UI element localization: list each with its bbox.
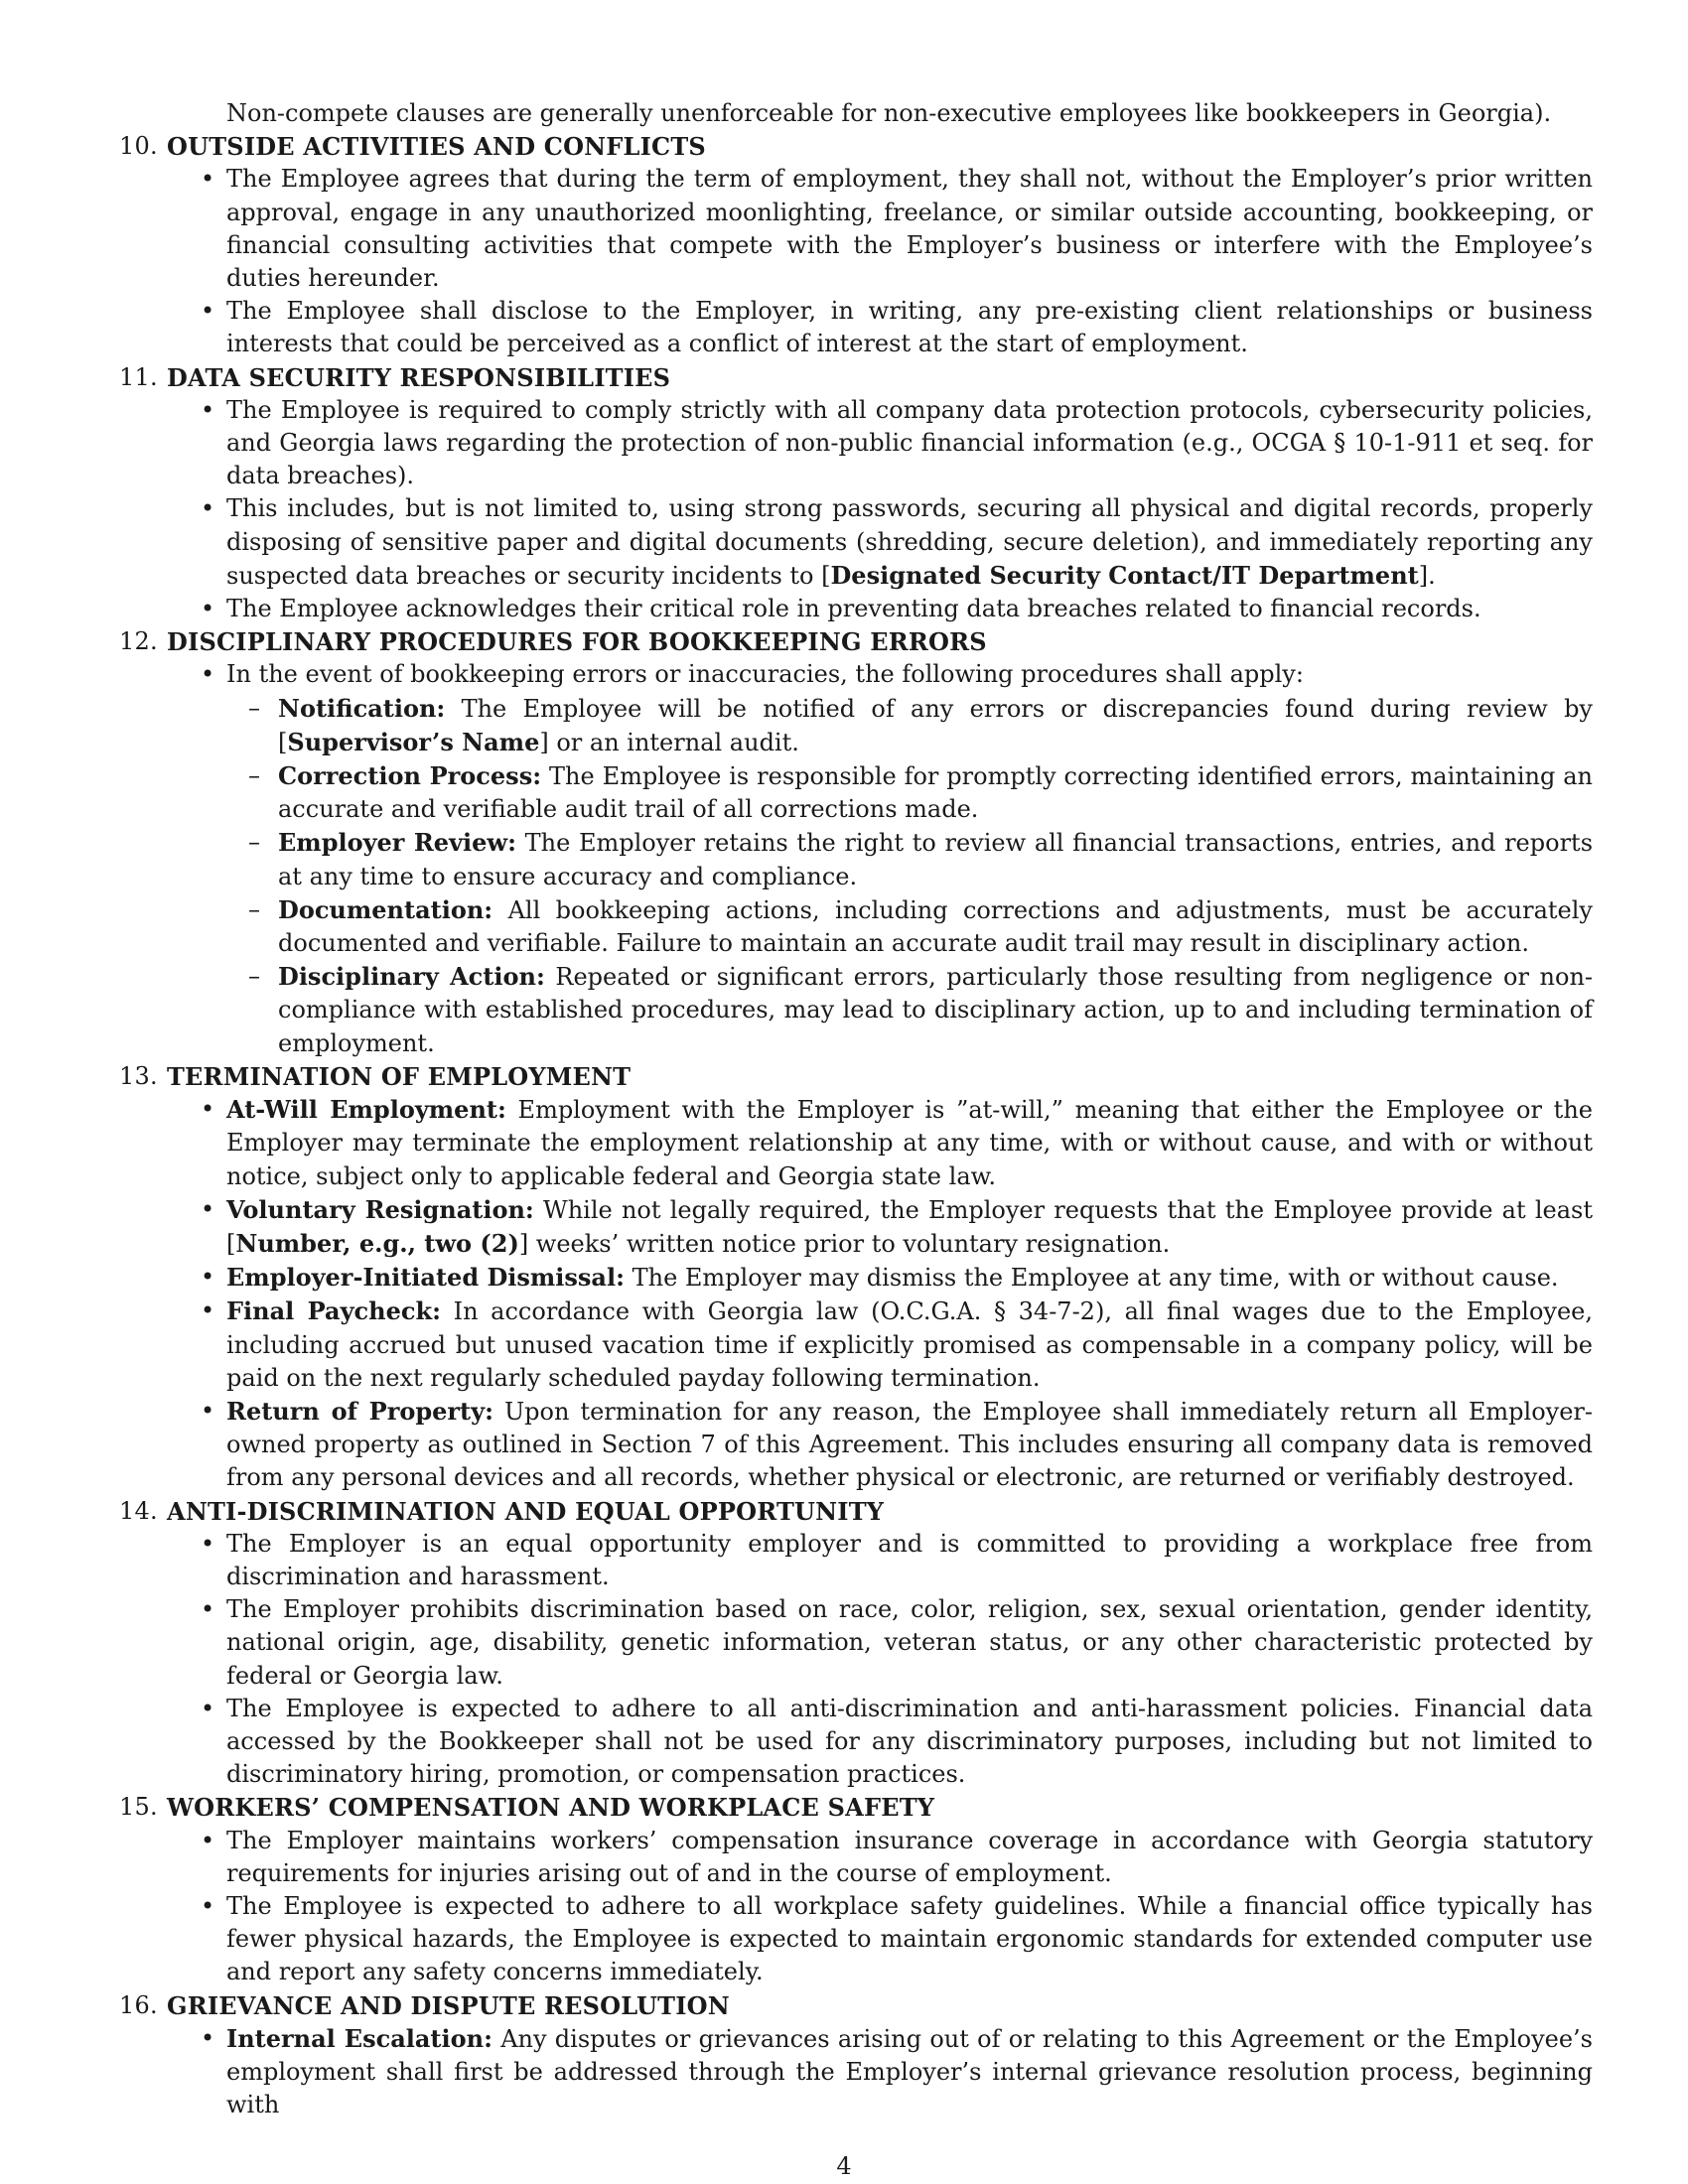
- list-item: • The Employer prohibits discrimination based on race, color, religion, sex, sexual orientation, gender identity, national origin, age, disability, genetic information, veteran status, or any other characteristic protected by federal or Georgia law.: [226, 1593, 1593, 1693]
- page-number: 4: [836, 2152, 852, 2180]
- section-15: [119, 1791, 1593, 1988]
- item-label: Employer Review:: [278, 828, 516, 858]
- list-item: • The Employee is expected to adhere to all workplace safety guidelines. While a financial office typically has fewer physical hazards, the Employee is expected to maintain ergonomic standards for extended computer use and report any safety concerns immediately.: [226, 1890, 1593, 1989]
- section-title: GRIEVANCE AND DISPUTE RESOLUTION: [167, 1990, 730, 2020]
- list-item: • In the event of bookkeeping errors or inaccuracies, the following procedures shall apply: – Notification: The Employee will be notified of any errors or discrepancies found during review by [Supervisor’s Name] or an internal audit. – Correction Process: The Employee is responsible for promptly correcting identified errors, maintaining an accurate and verifiable audit trail of all corrections made. – Employer Review: The Employer retains the right to review all financial transactions, entries, and reports at any time to ensure accuracy and compliance. – Documentation: All bookkeeping actions, including corrections and adjustments, must be accurately documented and verifiable. Failure to maintain an accurate audit trail may result in disciplinary action. – Disciplinary Action: Repeated or significant errors, particularly those resulting from negligence or non-compliance with established procedures, may lead to disciplinary action, up to and including termination of employment.: [226, 658, 1593, 1059]
- section-10: [119, 130, 1593, 360]
- item-label: Final Paycheck:: [226, 1297, 441, 1326]
- sub-list-item: – Employer Review: The Employer retains the right to review all financial transactions, entries, and reports at any time to ensure accuracy and compliance.: [278, 826, 1593, 892]
- list-item: • The Employer maintains workers’ compensation insurance coverage in accordance with Georgia statutory requirements for injuries arising out of and in the course of employment.: [226, 1825, 1593, 1890]
- list-item: • Final Paycheck: In accordance with Georgia law (O.C.G.A. § 34-7-2), all final wages due to the Employee, including accrued but unused vacation time if explicitly promised as compensable in a company policy, will be paid on the next regularly scheduled payday following termination.: [226, 1295, 1593, 1395]
- section-14: [119, 1495, 1593, 1792]
- list-item: • The Employee shall disclose to the Employer, in writing, any pre-existing client relationships or business interests that could be perceived as a conflict of interest at the start of employment.: [226, 295, 1593, 360]
- placeholder-field: Number, e.g., two (2): [235, 1228, 519, 1258]
- sub-list-item: – Documentation: All bookkeeping actions, including corrections and adjustments, must be accurately documented and verifiable. Failure to maintain an accurate audit trail may result in disciplinary action.: [278, 893, 1593, 960]
- sub-list-item: – Notification: The Employee will be notified of any errors or discrepancies found during review by [Supervisor’s Name] or an internal audit.: [278, 692, 1593, 759]
- section-number: 14.: [119, 1496, 158, 1525]
- carryover-text: Non-compete clauses are generally unenforceable for non-executive employees like bookkeepers in Georgia).: [226, 99, 1552, 127]
- list-item: • The Employee agrees that during the term of employment, they shall not, without the Employer’s prior written approval, engage in any unauthorized moonlighting, freelance, or similar outside accounting, bookkeeping, or financial consulting activities that compete with the Employer’s business or interfere with the Employee’s duties hereunder.: [226, 163, 1593, 295]
- section-title: OUTSIDE ACTIVITIES AND CONFLICTS: [167, 132, 706, 162]
- item-label: Notification:: [278, 693, 446, 723]
- list-item: • Return of Property: Upon termination for any reason, the Employee shall immediately return all Employer-owned property as outlined in Section 7 of this Agreement. This includes ensuring all company data is removed from any personal devices and all records, whether physical or electronic, are returned or verifiably destroyed.: [226, 1395, 1593, 1495]
- list-item: • Internal Escalation: Any disputes or grievances arising out of or relating to this Agreement or the Employee’s employment shall first be addressed through the Employer’s internal grievance resolution process, beginning with: [226, 2022, 1593, 2122]
- sub-list-item: – Correction Process: The Employee is responsible for promptly correcting identified errors, maintaining an accurate and verifiable audit trail of all corrections made.: [278, 759, 1593, 826]
- section-title: WORKERS’ COMPENSATION AND WORKPLACE SAFETY: [167, 1793, 935, 1823]
- section-number: 11.: [119, 362, 158, 391]
- item-label: Correction Process:: [278, 761, 542, 791]
- list-item: • The Employer is an equal opportunity employer and is committed to providing a workplace free from discrimination and harassment.: [226, 1528, 1593, 1593]
- section-16: [119, 1989, 1593, 2122]
- list-item: • Employer-Initiated Dismissal: The Employer may dismiss the Employee at any time, with or without cause.: [226, 1261, 1593, 1295]
- section-title: DATA SECURITY RESPONSIBILITIES: [167, 362, 671, 392]
- item-label: Internal Escalation:: [226, 2023, 492, 2053]
- section-number: 13.: [119, 1061, 158, 1090]
- section-11: [119, 361, 1593, 626]
- section-title: TERMINATION OF EMPLOYMENT: [167, 1061, 632, 1091]
- list-item: • Voluntary Resignation: While not legally required, the Employer requests that the Employee provide at least [Number, e.g., two (2)] weeks’ written notice prior to voluntary resignation.: [226, 1193, 1593, 1261]
- item-label: Voluntary Resignation:: [226, 1194, 534, 1224]
- section-title: ANTI-DISCRIMINATION AND EQUAL OPPORTUNITY: [167, 1496, 885, 1526]
- section-12: [119, 625, 1594, 1060]
- section-number: 12.: [119, 627, 158, 656]
- placeholder-field: Designated Security Contact/IT Department: [830, 560, 1419, 590]
- item-label: At-Will Employment:: [226, 1095, 506, 1125]
- list-item: • The Employee is expected to adhere to all anti-discrimination and anti-harassment policies. Financial data accessed by the Bookkeeper shall not be used for any discriminatory purposes, including but not limited to discriminatory hiring, promotion, or compensation practices.: [226, 1693, 1593, 1792]
- section-title: DISCIPLINARY PROCEDURES FOR BOOKKEEPING ERRORS: [167, 627, 987, 657]
- item-label: Employer-Initiated Dismissal:: [226, 1263, 625, 1293]
- page-body: [119, 97, 1594, 2121]
- sub-list-item: – Disciplinary Action: Repeated or significant errors, particularly those resulting from negligence or non-compliance with established procedures, may lead to disciplinary action, up to and including termination of employment.: [278, 960, 1593, 1060]
- item-label: Documentation:: [278, 894, 493, 924]
- section-number: 10.: [119, 132, 158, 161]
- list-item: • This includes, but is not limited to, using strong passwords, securing all physical and digital records, properly disposing of sensitive paper and digital documents (shredding, secure deletion), and immediately reporting any suspected data breaches or security incidents to [Designated Security Contact/IT Department].: [226, 492, 1593, 593]
- section-number: 15.: [119, 1793, 158, 1822]
- placeholder-field: Supervisor’s Name: [287, 727, 540, 756]
- list-item: • The Employee is required to comply strictly with all company data protection protocols, cybersecurity policies, and Georgia laws regarding the protection of non-public financial information (e.g., OCGA § 10-1-911 et seq. for data breaches).: [226, 394, 1593, 493]
- item-label: Return of Property:: [226, 1396, 493, 1426]
- item-label: Disciplinary Action:: [278, 962, 545, 992]
- list-item: • The Employee acknowledges their critical role in preventing data breaches related to financial records.: [226, 593, 1593, 625]
- section-13: [119, 1060, 1594, 1495]
- section-number: 16.: [119, 1990, 158, 2019]
- list-item: • At-Will Employment: Employment with the Employer is ”at-will,” meaning that either the Employee or the Employer may terminate the employment relationship at any time, with or without cause, and with or without notice, subject only to applicable federal and Georgia state law.: [226, 1093, 1593, 1193]
